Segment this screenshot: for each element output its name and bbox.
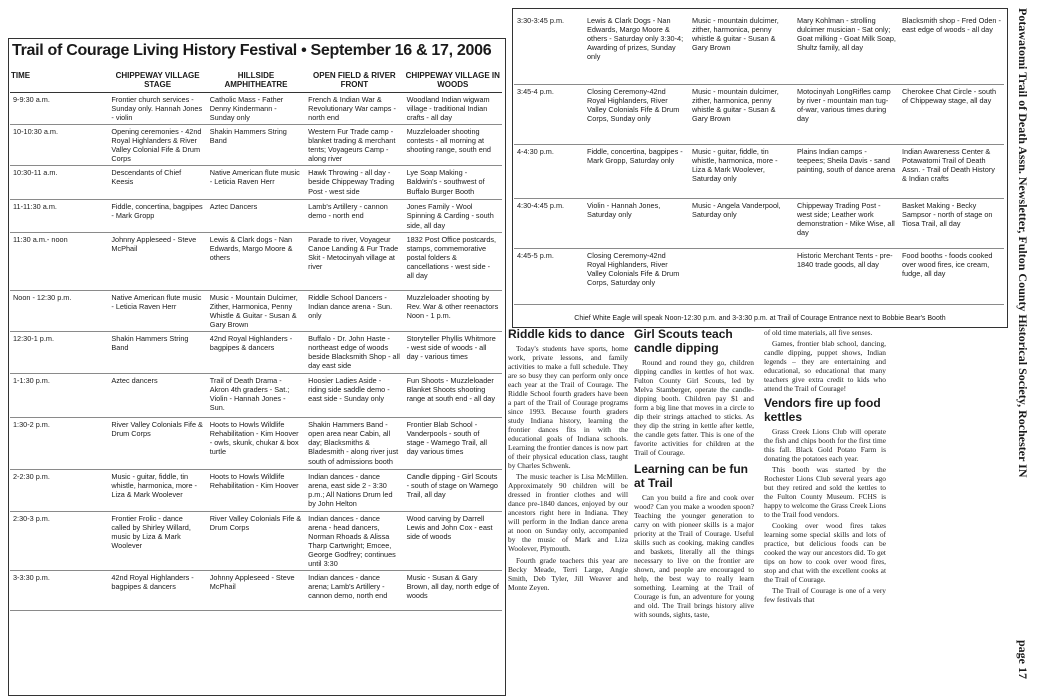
event-cell: Native American flute music - Leticia Raven Herr <box>108 290 206 331</box>
time-cell: 10:30-11 a.m. <box>10 166 108 200</box>
schedule-row <box>514 14 1004 84</box>
event-cell: Lamb's Artillery - cannon demo - north end <box>305 200 403 232</box>
schedule-row <box>514 248 1004 304</box>
event-cell: Johnny Appleseed - Steve McPhail <box>207 571 305 611</box>
event-cell: 1832 Post Office postcards, stamps, commemorative postal folders & cancellations - west side - all day <box>404 232 502 290</box>
event-cell: Storyteller Phyllis Whitmore - west side of woods - all day - various times <box>404 332 502 374</box>
event-cell: Fiddle, concertina, bagpipes - Mark Gropp <box>108 200 206 232</box>
time-cell: 9-9:30 a.m. <box>10 92 108 124</box>
event-cell: Western Fur Trade camp - blanket trading & merchant tents; Voyageurs Camp - along river <box>305 124 403 165</box>
event-cell: Indian Awareness Center & Potawatomi Trail of Death Assn. - Trail of Death History & Indian crafts <box>899 144 1004 198</box>
schedule-row <box>10 166 502 200</box>
schedule-row <box>10 571 502 611</box>
article-riddle <box>508 328 628 594</box>
time-cell: Noon - 12:30 p.m. <box>10 290 108 331</box>
event-cell: Woodland Indian wigwam village - traditional Indian crafts - all day <box>404 92 502 124</box>
event-cell: Music - mountain dulcimer, zither, harmonica, penny whistle & guitar - Susan & Gary Brown <box>689 84 794 144</box>
event-cell: Lewis & Clark dogs - Nan Edwards, Margo Moore & others <box>207 232 305 290</box>
event-cell: Closing Ceremony-42nd Royal Highlanders, River Valley Colonials Fife & Drum Corps, Saturday only <box>584 248 689 304</box>
event-cell: Candle dipping - Girl Scouts - south of stage on Wamego Trail, all day <box>404 470 502 511</box>
schedule-row <box>514 84 1004 144</box>
event-cell: Hoots to Howls Wildlife Rehabilitation - Kim Hoover <box>207 470 305 511</box>
article-paragraph: of old time materials, all five senses. <box>764 328 873 337</box>
page-number: page 17 <box>1016 640 1030 679</box>
event-cell: French & Indian War & Revolutionary War camps - north end <box>305 92 403 124</box>
event-cell: Muzzleloader shooting by Rev. War & other reenactors Noon - 1 p.m. <box>404 290 502 331</box>
schedule-row <box>514 198 1004 248</box>
article-paragraph: Games, frontier blab school, dancing, candle dipping, puppet shows, Indian legends – they are entertaining and educational, so educational that many teachers give extra credit to kids who attend the Trail of Courage! <box>764 339 886 394</box>
event-cell: Aztec Dancers <box>207 200 305 232</box>
event-cell: Motocinyah LongRifles camp by river - mountain man tug-of-war, various times during day <box>794 84 899 144</box>
event-cell: Frontier Blab School - Vanderpools - south of stage - Wamego Trail, all day various times <box>404 418 502 470</box>
schedule-row <box>10 200 502 232</box>
time-cell: 4:45-5 p.m. <box>514 248 584 304</box>
event-cell <box>689 248 794 304</box>
article-vendors <box>764 328 886 606</box>
schedule-row <box>10 232 502 290</box>
event-cell: Music - Mountain Dulcimer, Zither, Harmonica, Penny Whistle & Guitar - Susan & Gary Brown <box>207 290 305 331</box>
side-margin <box>1010 0 1050 700</box>
article-paragraph: Cooking over wood fires takes learning some special skills and lots of practice, but delicious foods can be cooked the way our ancestors did. To get tips on how to cook over wood fires, stop and chat with the excellent cooks at the Trail of Courage. <box>764 521 886 585</box>
newsletter-title: Potawatomi Trail of Death Assn. Newsletter, Fulton County Historical Society, Rochester IN <box>1016 8 1030 478</box>
event-cell: Hoots to Howls Wildlife Rehabilitation - Kim Hoover - owls, skunk, chukar & box turtle <box>207 418 305 470</box>
event-cell: Hawk Throwing - all day - beside Chippeway Trading Post - west side <box>305 166 403 200</box>
time-cell: 1:30-2 p.m. <box>10 418 108 470</box>
time-cell: 2-2:30 p.m. <box>10 470 108 511</box>
time-cell: 4:30-4:45 p.m. <box>514 198 584 248</box>
article-paragraph: Grass Creek Lions Club will operate the fish and chips booth for the first time this fall. Black Gold Potato Farm is donating the potatoes each year. <box>764 426 886 463</box>
article-title: Vendors fire up food kettles <box>764 396 881 425</box>
event-cell: Johnny Appleseed - Steve McPhail <box>108 232 206 290</box>
event-cell: Music - guitar, fiddle, tin whistle, harmonica, more - Liza & Mark Woolever <box>108 470 206 511</box>
article-paragraph: Today's students have sports, home work, private lessons, and family activities to make a full schedule. They are so busy they can perform only once each year at the Trail of Courage. The Riddle School fourth graders have been a part of the Trail of Courage programs since 1993. Because fourth graders study Indiana history, learning the frontier dances fits in with the educational goals of Indiana schools. Learning the frontier dances is now part of their physical education class, taught by Charles Schwenk. <box>508 343 628 471</box>
article-scouts <box>634 328 754 621</box>
event-cell: Food booths - foods cooked over wood fires, ice cream, fudge, all day <box>899 248 1004 304</box>
event-cell: Catholic Mass - Father Denny Kindermann - Sunday only <box>207 92 305 124</box>
event-cell: Fiddle, concertina, bagpipes - Mark Gropp, Saturday only <box>584 144 689 198</box>
event-cell: Basket Making - Becky Sampsor - north of stage on Tiosa Trail, all day <box>899 198 1004 248</box>
event-cell: Indian dances - dance arena; Lamb's Artillery - cannon demo, north end <box>305 571 403 611</box>
schedule-header-row <box>10 70 502 92</box>
event-cell: Lye Soap Making - Baldwin's - southwest of Buffalo Burger Booth <box>404 166 502 200</box>
article-paragraph: The Trail of Courage is one of a very few festivals that <box>764 586 886 605</box>
event-cell: Indian dances - dance arena - head dancers, Norman Rhoads & Alissa Tharp Cartwright; Emcee, George Godfrey; continues until 3:30 <box>305 511 403 571</box>
event-cell: Chippeway Trading Post - west side; Leather work demonstration - Mike Wise, all day <box>794 198 899 248</box>
time-cell: 11:30 a.m.- noon <box>10 232 108 290</box>
event-cell: Closing Ceremony-42nd Royal Highlanders, River Valley Colonials Fife & Drum Corps, Sunday only <box>584 84 689 144</box>
schedule-table <box>10 70 502 611</box>
column-header: CHIPPEWAY VILLAGE IN WOODS <box>404 70 502 92</box>
event-cell: Frontier church services - Sunday only. Hannah Jones - violin <box>108 92 206 124</box>
page-title: Trail of Courage Living History Festival • September 16 & 17, 2006 <box>12 42 492 59</box>
time-cell: 3:45-4 p.m. <box>514 84 584 144</box>
event-cell: Music - Susan & Gary Brown, all day, north edge of woods <box>404 571 502 611</box>
event-cell: Native American flute music - Leticia Raven Herr <box>207 166 305 200</box>
event-cell: Riddle School Dancers - Indian dance arena - Sun. only <box>305 290 403 331</box>
event-cell: Shakin Hammers Band - open area near Cabin, all day; Blacksmiths & Bladesmith - along river just south of admissions booth <box>305 418 403 470</box>
event-cell: River Valley Colonials Fife & Drum Corps <box>108 418 206 470</box>
time-cell: 11-11:30 a.m. <box>10 200 108 232</box>
schedule-continued-table <box>514 14 1004 305</box>
event-cell: Aztec dancers <box>108 374 206 418</box>
time-cell: 1-1:30 p.m. <box>10 374 108 418</box>
event-cell: Trail of Death Drama - Akron 4th graders - Sat.; Violin - Hannah Jones - Sun. <box>207 374 305 418</box>
event-cell: Wood carving by Darrell Lewis and John Cox - east side of woods <box>404 511 502 571</box>
article-title: Learning can be fun at Trail <box>634 461 749 490</box>
event-cell: Plains Indian camps - teepees; Sheila Davis - sand painting, south of dance arena <box>794 144 899 198</box>
article-paragraph: The music teacher is Lisa McMillen. Approximately 90 children will be dressed in frontier clothes and will dance pre-1840 dances, enjoyed by our ancestors right here in Indiana. They will perform in the Indian dance arena at noon on Sunday only, accompanied by the music of Mark and Liza Woolever, Plymouth. <box>508 472 628 554</box>
column-header: TIME <box>10 70 108 92</box>
schedule-row <box>10 332 502 374</box>
event-cell: 42nd Royal Highlanders - bagpipes & dancers <box>207 332 305 374</box>
event-cell: Hoosier Ladies Aside - riding side saddle demo - east side - Sunday only <box>305 374 403 418</box>
schedule-row <box>10 124 502 165</box>
event-cell: Frontier Frolic - dance called by Shirley Willard, music by Liza & Mark Woolever <box>108 511 206 571</box>
event-cell: Blacksmith shop - Fred Oden - east edge of woods - all day <box>899 14 1004 84</box>
time-cell: 4-4:30 p.m. <box>514 144 584 198</box>
time-cell: 10-10:30 a.m. <box>10 124 108 165</box>
event-cell: Historic Merchant Tents - pre-1840 trade goods, all day <box>794 248 899 304</box>
time-cell: 12:30-1 p.m. <box>10 332 108 374</box>
event-cell: Indian dances - dance arena, east side 2 - 3:30 p.m.; All Nations Drum led by John Helton <box>305 470 403 511</box>
event-cell: Lewis & Clark Dogs - Nan Edwards, Margo Moore & others - Saturday only 3:30-4; Awarding of prizes, Sunday only <box>584 14 689 84</box>
column-header: HILLSIDE AMPHITHEATRE <box>207 70 305 92</box>
event-cell: Jones Family - Wool Spinning & Carding - south side, all day <box>404 200 502 232</box>
event-cell: Fun Shoots - Muzzleloader Blanket Shoots shooting range at south end - all day <box>404 374 502 418</box>
event-cell: Parade to river, Voyageur Canoe Landing & Fur Trade Skit - Metocinyah village at river <box>305 232 403 290</box>
schedule-row <box>10 374 502 418</box>
event-cell: Buffalo - Dr. John Haste - northeast edge of woods beside Blacksmith Shop - all day east side <box>305 332 403 374</box>
event-cell: Cherokee Chat Circle - south of Chippeway stage, all day <box>899 84 1004 144</box>
schedule-row <box>10 418 502 470</box>
schedule-row <box>10 290 502 331</box>
event-cell: Music - mountain dulcimer, zither, harmonica, penny whistle & guitar - Susan & Gary Brown <box>689 14 794 84</box>
schedule-row <box>10 92 502 124</box>
schedule-row <box>10 511 502 571</box>
time-cell: 3:30-3:45 p.m. <box>514 14 584 84</box>
article-paragraph: This booth was started by the Rochester Lions Club several years ago but they retired and sold the kettles to the Fulton County Museum. FCHS is happy to welcome the Grass Creek Lions to the Trail food vendors. <box>764 464 886 520</box>
article-paragraph: Fourth grade teachers this year are Becky Meade, Terri Large, Angie Smith, Deb Tyler, Jill Weaver and Monte Zeyen. <box>508 555 628 592</box>
event-cell: River Valley Colonials Fife & Drum Corps <box>207 511 305 571</box>
time-cell: 2:30-3 p.m. <box>10 511 108 571</box>
event-cell: Shakin Hammers String Band <box>108 332 206 374</box>
event-cell: Shakin Hammers String Band <box>207 124 305 165</box>
column-header: CHIPPEWAY VILLAGE STAGE <box>108 70 206 92</box>
article-title: Girl Scouts teach candle dipping <box>634 327 733 355</box>
schedule-row <box>10 470 502 511</box>
article-title: Riddle kids to dance <box>508 327 625 341</box>
event-cell: Muzzleloader shooting contests - all morning at shooting range, south end <box>404 124 502 165</box>
article-paragraph: Round and round they go, children dipping candles in kettles of hot wax. Fulton County Girl Scouts, led by Melva Stamberger, operate the candle-dipping booth. Children pay $1 and form a big line that moves in a circle to dip their strings attached to sticks. As they dip the string in kettle after kettle, the candle gets fatter. This is one of the favorite activities for children at the Trail of Courage. <box>634 357 754 457</box>
event-cell: Violin - Hannah Jones, Saturday only <box>584 198 689 248</box>
event-cell: Mary Kohlman - strolling dulcimer musician - Sat only; Goat milking - Goat Milk Soap, Shultz family, all day <box>794 14 899 84</box>
column-header: OPEN FIELD & RIVER FRONT <box>305 70 403 92</box>
time-cell: 3-3:30 p.m. <box>10 571 108 611</box>
footer-note: Chief White Eagle will speak Noon-12:30 p.m. and 3-3:30 p.m. at Trail of Courage Entrance next to Bobbie Bear's Booth <box>574 315 946 322</box>
event-cell: Music - Angela Vanderpool, Saturday only <box>689 198 794 248</box>
schedule-row <box>514 144 1004 198</box>
event-cell: 42nd Royal Highlanders - bagpipes & dancers <box>108 571 206 611</box>
event-cell: Descendants of Chief Keesis <box>108 166 206 200</box>
event-cell: Music - guitar, fiddle, tin whistle, harmonica, more - Liza & Mark Woolever, Saturday only <box>689 144 794 198</box>
event-cell: Opening ceremonies - 42nd Royal Highlanders & River Valley Colonial Fife & Drum Corps <box>108 124 206 165</box>
article-paragraph: Can you build a fire and cook over wood? Can you make a wooden spoon? Teaching the younger generation to carry on with pioneer skills is a major priority at the Trail of Courage. Useful skills such as cooking, making candles and baskets, literally all the things necessary to live on the frontier are shown, and people are encouraged to help, the best way to really learn something. Learning at the Trail of Courage is fun, an adventure for young and old. The Trail brings history alive with sounds, sights, taste, <box>634 492 754 619</box>
